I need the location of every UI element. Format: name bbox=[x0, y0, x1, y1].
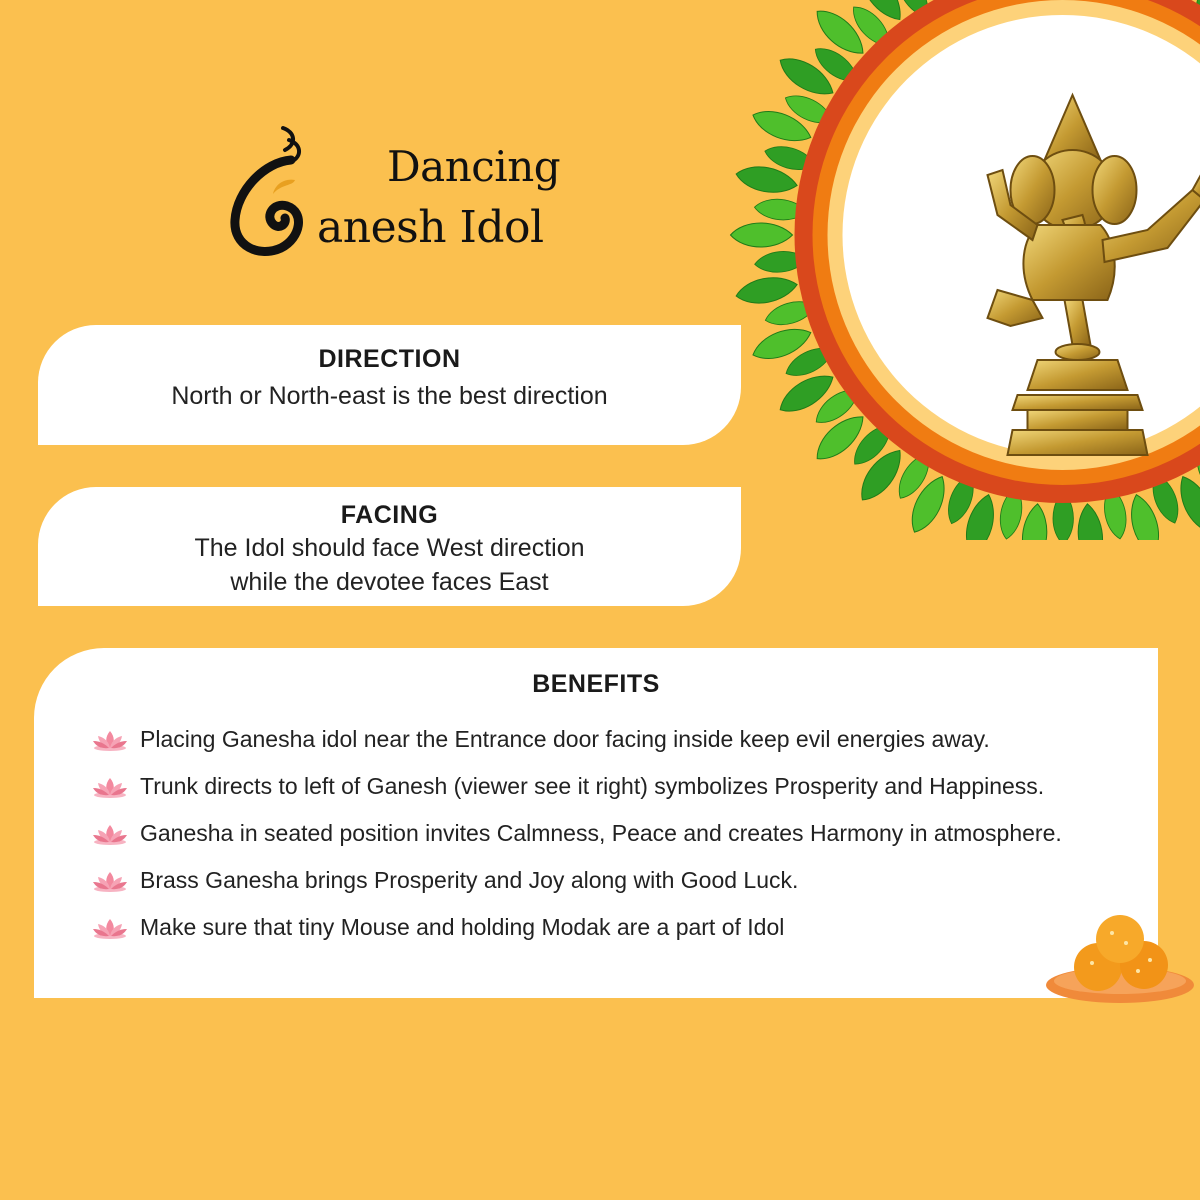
lotus-icon bbox=[92, 869, 128, 893]
list-item bbox=[92, 904, 1062, 951]
benefit-text: Make sure that tiny Mouse and holding Modak are a part of Idol bbox=[140, 914, 785, 940]
lotus-icon bbox=[92, 728, 128, 752]
benefits-list bbox=[92, 716, 1062, 951]
leaf-icon bbox=[1075, 503, 1105, 540]
list-item bbox=[92, 763, 1062, 810]
list-item bbox=[92, 857, 1062, 904]
leaf-icon bbox=[731, 223, 793, 247]
leaf-wreath-with-idol bbox=[715, 0, 1200, 540]
leaf-icon bbox=[1020, 503, 1050, 540]
title-logo bbox=[225, 120, 565, 260]
benefits-title: BENEFITS bbox=[532, 670, 660, 698]
ganesh-g-logo-icon bbox=[225, 120, 325, 260]
benefit-text: Placing Ganesha idol near the Entrance door facing inside keep evil energies away. bbox=[140, 726, 990, 752]
direction-card bbox=[38, 325, 741, 445]
list-item bbox=[92, 810, 1062, 857]
facing-text-line1: The Idol should face West direction bbox=[194, 534, 585, 562]
benefits-card bbox=[34, 648, 1158, 998]
lotus-icon bbox=[92, 775, 128, 799]
title-ganesh-idol: anesh Idol bbox=[317, 202, 544, 253]
benefit-text: Ganesha in seated position invites Calmness, Peace and creates Harmony in atmosphere. bbox=[140, 820, 1062, 846]
direction-title: DIRECTION bbox=[318, 345, 461, 373]
ladoo-plate-icon bbox=[1040, 905, 1200, 1005]
facing-title: FACING bbox=[340, 501, 439, 529]
benefit-text: Brass Ganesha brings Prosperity and Joy along with Good Luck. bbox=[140, 867, 799, 893]
facing-card bbox=[38, 487, 741, 606]
facing-text-line2: while the devotee faces East bbox=[230, 568, 549, 596]
list-item bbox=[92, 716, 1062, 763]
title-dancing: Dancing bbox=[387, 142, 561, 191]
benefit-text: Trunk directs to left of Ganesh (viewer see it right) symbolizes Prosperity and Happiness. bbox=[140, 773, 1045, 799]
lotus-icon bbox=[92, 916, 128, 940]
lotus-icon bbox=[92, 822, 128, 846]
direction-text: North or North-east is the best direction bbox=[171, 382, 608, 410]
